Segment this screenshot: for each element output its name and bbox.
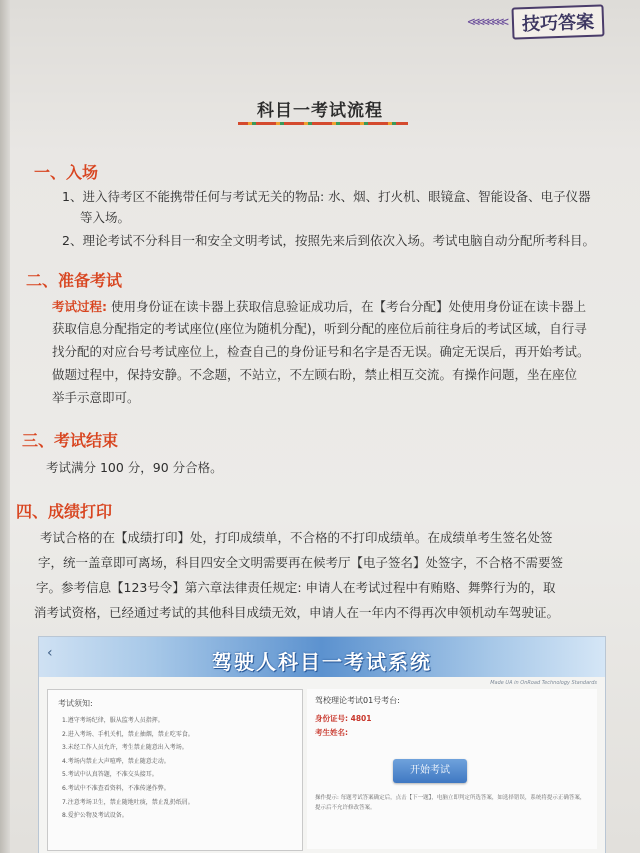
examinee-info-panel <box>307 689 597 849</box>
prepare-line-4: 做题过程中，保持安静。不念题，不站立，不左顾右盼，禁止相互交流。有操作问题，坐在座位 <box>52 367 578 382</box>
examinee-name-label: 考生姓名: <box>315 728 348 737</box>
prepare-line-1 <box>52 296 612 317</box>
print-line-1: 考试合格的在【成绩打印】处，打印成绩单，不合格的不打印成绩单。在成绩单考生签名处签 <box>40 530 553 545</box>
section-heading-entry: 一、入场 <box>34 163 99 182</box>
entry-item-1-cont: 等入场。 <box>80 210 131 225</box>
start-exam-button[interactable]: 开始考试 <box>393 759 467 783</box>
chevron-decoration-icon: <<<<<<<< <box>467 14 506 30</box>
exam-notice-panel <box>47 689 303 851</box>
entry-item-1: 1、进入待考区不能携带任何与考试无关的物品: 水、烟、打火机、眼镜盒、智能设备、电子仪器 <box>62 189 591 204</box>
notice-item: 5.考试中认真答题，不准交头接耳。 <box>62 771 158 779</box>
prepare-line-3: 找分配的对应台号考试座位上，检查自己的身份证号和名字是否无误。确定无误后，再开始考试。 <box>52 344 590 359</box>
tips-answer-badge: 技巧答案 <box>511 4 604 39</box>
title-underline <box>238 122 408 125</box>
prepare-lead: 考试过程: <box>52 299 107 314</box>
finish-line-1: 考试满分 100 分，90 分合格。 <box>46 460 223 475</box>
section-heading-prepare: 二、准备考试 <box>26 271 123 290</box>
exam-system-title-bar <box>39 637 605 677</box>
exam-seat-heading: 驾校理论考试01号考台: <box>315 696 400 705</box>
notice-item: 3.未经工作人员允许，考生禁止随意出入考场。 <box>62 744 188 752</box>
page-binding-edge <box>0 0 10 853</box>
operation-tip: 操作提示: 每题考试答案确定后，点击【下一题】，电脑立即判定所选答案，如选择错误，系统将提示正确答案，提示后不允许修改答案。 <box>315 795 586 811</box>
prepare-line-5: 举手示意即可。 <box>52 390 140 405</box>
back-arrow-icon[interactable]: ‹ <box>47 645 53 661</box>
exam-notice-heading: 考试须知: <box>58 699 93 708</box>
notice-item: 1.遵守考场纪律，服从监考人员指挥。 <box>62 717 164 724</box>
prepare-line-2: 获取信息分配指定的考试座位(座位为随机分配)，听到分配的座位后前往身后的考试区域，自行寻 <box>52 321 587 336</box>
id-number-label: 身份证号: 4801 <box>315 714 372 723</box>
exam-system-screenshot <box>38 636 606 853</box>
notice-item: 7.注意考场卫生，禁止随地吐痰，禁止乱扔纸屑。 <box>62 798 194 806</box>
entry-item-2: 2、理论考试不分科目一和安全文明考试，按照先来后到依次入场。考试电脑自动分配所考科目。 <box>62 233 595 248</box>
exam-system-title: 驾驶人科目一考试系统 <box>212 650 432 674</box>
section-heading-print: 四、成绩打印 <box>16 502 113 521</box>
notice-item: 8.爱护公物及考试设备。 <box>62 812 128 820</box>
notice-item: 2.进入考场、手机关机，禁止抽烟，禁止吃零食。 <box>62 730 194 738</box>
corner-banner <box>467 6 604 38</box>
exam-system-subtitle: Made UA in OnRoad Technology Standards <box>490 680 597 686</box>
exam-notice-list <box>62 714 194 823</box>
print-line-2: 字，统一盖章即可离场，科目四安全文明需要再在候考厅【电子签名】处签字，不合格不需要签 <box>38 555 564 570</box>
print-line-3: 字。参考信息【123号令】第六章法律责任规定: 申请人在考试过程中有贿赂、舞弊行为的，取 <box>36 580 556 595</box>
prepare-text-1: 使用身份证在读卡器上获取信息验证成功后，在【考台分配】处使用身份证在读卡器上 <box>110 299 586 314</box>
page-title: 科目一考试流程 <box>257 101 383 121</box>
notice-item: 4.考场内禁止大声喧哗，禁止随意走动。 <box>62 757 170 765</box>
print-line-4: 消考试资格，已经通过考试的其他科目成绩无效，申请人在一年内不得再次申领机动车驾驶证。 <box>34 605 560 620</box>
section-heading-finish: 三、考试结束 <box>22 431 119 450</box>
notice-item: 6.考试中不准查看资料，不准传递作弊。 <box>62 784 170 792</box>
